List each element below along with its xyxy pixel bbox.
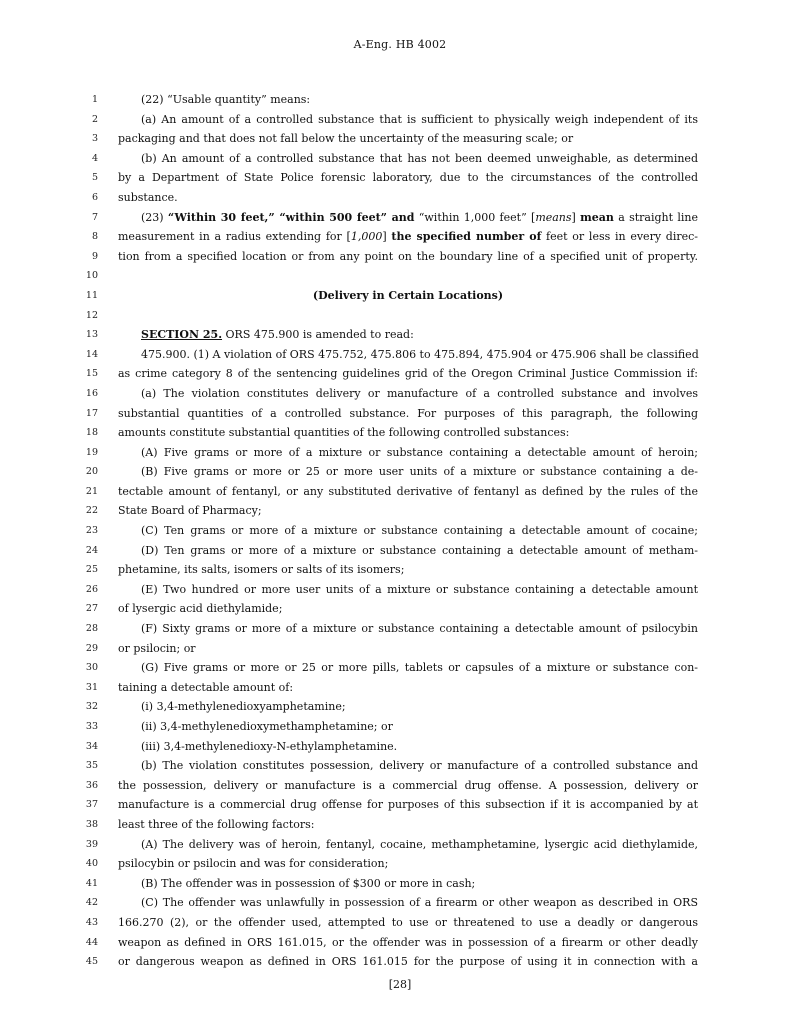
document-line: [0, 325, 800, 345]
document-line: [0, 90, 800, 110]
line-text: tectable amount of fentanyl, or any substituted derivative of fentanyl as defined by the rules of the: [118, 484, 698, 498]
document-line: [0, 678, 800, 698]
text-run: ]: [571, 210, 581, 224]
document-line: [0, 835, 800, 855]
document-line: [0, 443, 800, 463]
line-number: 37: [85, 799, 98, 811]
line-number: 26: [85, 583, 98, 595]
document-line: [0, 266, 800, 286]
line-text: or dangerous weapon as defined in ORS 161.015 for the purpose of using it in connection with a: [118, 955, 698, 969]
line-text: (a) An amount of a controlled substance that is sufficient to physically weigh independent of its: [141, 112, 698, 126]
document-line: [0, 227, 800, 247]
line-text: taining a detectable amount of:: [118, 680, 294, 694]
line-text: amounts constitute substantial quantities of the following controlled substances:: [118, 426, 570, 440]
line-text: (iii) 3,4-methylenedioxy-N-ethylamphetamine.: [141, 739, 398, 753]
document-line: [0, 893, 800, 913]
line-text: (a) The violation constitutes delivery or manufacture of a controlled substance and involves: [141, 386, 698, 400]
document-line: [0, 541, 800, 561]
line-text: (C) The offender was unlawfully in possession of a firearm or other weapon as described in ORS: [141, 896, 698, 910]
document-line: [0, 560, 800, 580]
line-number: 7: [91, 211, 98, 223]
line-number: 18: [85, 427, 98, 439]
line-text: packaging and that does not fall below the uncertainty of the measuring scale; or: [118, 132, 574, 146]
document-line: [0, 423, 800, 443]
line-text: manufacture is a commercial drug offense for purposes of this subsection if it is accompanied by at: [118, 798, 698, 812]
line-text: (G) Five grams or more or 25 or more pills, tablets or capsules of a mixture or substance con-: [141, 661, 698, 675]
line-text: (C) Ten grams or more of a mixture or substance containing a detectable amount of cocaine;: [141, 524, 698, 538]
document-line: [0, 501, 800, 521]
page-number: [28]: [388, 978, 412, 991]
document-line: [0, 874, 800, 894]
line-number: 3: [91, 133, 98, 145]
line-text: [118, 227, 698, 247]
line-number: 17: [85, 407, 98, 419]
line-text: of lysergic acid diethylamide;: [118, 602, 283, 616]
line-text: or psilocin; or: [118, 641, 196, 655]
line-text: substantial quantities of a controlled substance. For purposes of this paragraph, the following: [118, 406, 698, 420]
line-text: by a Department of State Police forensic laboratory, due to the circumstances of the controlled: [118, 171, 698, 185]
line-number: 35: [85, 760, 98, 772]
text-run: SECTION 25.: [141, 328, 223, 342]
document-line: [0, 208, 800, 228]
line-text: weapon as defined in ORS 161.015, or the offender was in possession of a firearm or other deadly: [118, 935, 698, 949]
line-text: State Board of Pharmacy;: [118, 504, 262, 518]
line-number: 40: [85, 858, 98, 870]
line-number: 10: [85, 270, 98, 282]
line-number: 6: [91, 191, 98, 203]
line-number: 9: [91, 250, 98, 262]
line-text: as crime category 8 of the sentencing guidelines grid of the Oregon Criminal Justice Commission if:: [118, 367, 698, 381]
line-number: 36: [85, 779, 98, 791]
line-text: (A) The delivery was of heroin, fentanyl, cocaine, methamphetamine, lysergic acid diethylamide,: [141, 837, 698, 851]
document-line: [0, 854, 800, 874]
line-number: 25: [85, 564, 98, 576]
document-body: [0, 90, 800, 972]
line-text: the possession, delivery or manufacture is a commercial drug offense. A possession, delivery or: [118, 778, 698, 792]
document-line: [0, 737, 800, 757]
line-number: 27: [85, 603, 98, 615]
line-text: (B) Five grams or more or 25 or more user units of a mixture or substance containing a de-: [141, 465, 698, 479]
text-run: mean: [580, 210, 614, 224]
line-text: (B) The offender was in possession of $300 or more in cash;: [141, 876, 476, 890]
text-run: “Within 30 feet,” “within 500 feet” and: [167, 210, 415, 224]
line-text: phetamine, its salts, isomers or salts of its isomers;: [118, 563, 405, 577]
document-line: [0, 404, 800, 424]
line-text: substance.: [118, 190, 178, 204]
line-number: 5: [91, 172, 98, 184]
document-line: [0, 149, 800, 169]
page-header: A-Eng. HB 4002: [353, 38, 447, 51]
document-line: [0, 599, 800, 619]
line-number: 38: [85, 818, 98, 830]
line-number: 44: [85, 936, 98, 948]
line-number: 42: [85, 897, 98, 909]
text-run: “within 1,000 feet” [: [414, 210, 536, 224]
document-line: [0, 933, 800, 953]
line-number: 31: [85, 681, 98, 693]
document-line: [0, 717, 800, 737]
text-run: a straight line: [613, 210, 699, 224]
document-line: [0, 306, 800, 326]
document-line: [0, 756, 800, 776]
line-number: 24: [85, 544, 98, 556]
document-line: [0, 168, 800, 188]
line-text: (A) Five grams or more of a mixture or substance containing a detectable amount of heroin;: [141, 445, 698, 459]
text-run: feet or less in every direc-: [541, 230, 698, 244]
document-line: [0, 697, 800, 717]
line-number: 30: [85, 662, 98, 674]
document-line: [0, 286, 800, 306]
line-text: tion from a specified location or from any point on the boundary line of a specified unit of property.: [118, 249, 698, 263]
document-line: [0, 110, 800, 130]
line-text: [141, 208, 698, 228]
document-line: [0, 639, 800, 659]
line-text: (F) Sixty grams or more of a mixture or substance containing a detectable amount of psilocybin: [141, 622, 698, 636]
line-number: 13: [85, 329, 98, 341]
line-text: least three of the following factors:: [118, 817, 315, 831]
document-line: [0, 952, 800, 972]
line-number: 41: [85, 877, 98, 889]
line-number: 39: [85, 838, 98, 850]
line-text: (E) Two hundred or more user units of a mixture or substance containing a detectable amount: [141, 582, 698, 596]
line-number: 15: [85, 368, 98, 380]
document-line: [0, 776, 800, 796]
document-line: [0, 462, 800, 482]
document-line: [0, 580, 800, 600]
text-run: the specified number of: [391, 230, 542, 244]
document-line: [0, 364, 800, 384]
line-number: 43: [85, 916, 98, 928]
document-line: [0, 658, 800, 678]
document-line: [0, 815, 800, 835]
line-number: 32: [85, 701, 98, 713]
line-number: 14: [85, 348, 98, 360]
document-line: [0, 129, 800, 149]
line-number: 1: [91, 94, 98, 105]
line-number: 21: [85, 485, 98, 497]
section-heading: (Delivery in Certain Locations): [312, 288, 504, 302]
line-text: 166.270 (2), or the offender used, attempted to use or threatened to use a deadly or dangerous: [118, 915, 698, 929]
line-text: [141, 325, 698, 345]
line-number: 4: [91, 152, 98, 164]
line-text: (D) Ten grams or more of a mixture or substance containing a detectable amount of metham-: [141, 543, 698, 557]
line-number: 29: [85, 642, 98, 654]
line-number: 11: [85, 289, 98, 301]
document-line: [0, 247, 800, 267]
line-number: 12: [85, 309, 98, 321]
line-text: psilocybin or psilocin and was for consideration;: [118, 857, 389, 871]
line-number: 28: [85, 623, 98, 635]
line-text: (b) The violation constitutes possession, delivery or manufacture of a controlled substance and: [141, 759, 698, 773]
line-number: 23: [85, 525, 98, 537]
line-text: 475.900. (1) A violation of ORS 475.752, 475.806 to 475.894, 475.904 or 475.906 shall be classified: [141, 347, 699, 361]
document-line: [0, 188, 800, 208]
line-text: (b) An amount of a controlled substance that has not been deemed unweighable, as determined: [141, 151, 698, 165]
document-line: [0, 482, 800, 502]
line-number: 34: [85, 740, 98, 752]
text-run: (23): [141, 210, 168, 224]
line-text: (i) 3,4-methylenedioxyamphetamine;: [141, 700, 346, 714]
text-run: means: [535, 210, 572, 224]
document-line: [0, 384, 800, 404]
document-line: [0, 345, 800, 365]
document-line: [0, 913, 800, 933]
line-text: (22) “Usable quantity” means:: [141, 93, 311, 106]
text-run: ]: [382, 230, 392, 244]
text-run: ORS 475.900 is amended to read:: [222, 328, 414, 342]
line-number: 2: [91, 113, 98, 125]
document-line: [0, 795, 800, 815]
line-number: 45: [85, 956, 98, 968]
document-line: [0, 521, 800, 541]
line-number: 8: [91, 231, 98, 243]
line-text: (ii) 3,4-methylenedioxymethamphetamine; or: [141, 720, 393, 733]
document-line: [0, 619, 800, 639]
line-number: 33: [85, 721, 98, 732]
line-number: 16: [85, 387, 98, 399]
text-run: 1,000: [350, 230, 383, 244]
text-run: measurement in a radius extending for [: [118, 230, 351, 244]
line-number: 19: [85, 446, 98, 458]
line-number: 20: [85, 466, 98, 478]
line-number: 22: [85, 505, 98, 517]
